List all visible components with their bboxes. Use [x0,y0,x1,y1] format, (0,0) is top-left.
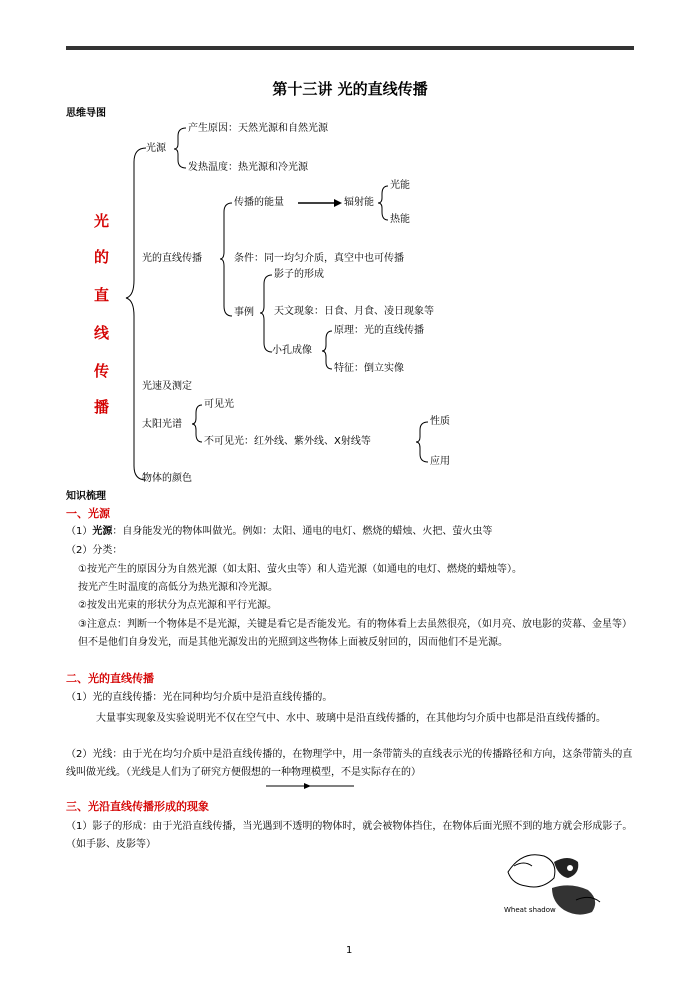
pinhole-brace [322,331,332,369]
node-invisible: 不可见光：红外线、紫外线、X射线等 [204,436,371,447]
property-brace [416,422,428,462]
arrow-head-icon [334,199,342,207]
section-2-title: 二、光的直线传播 [66,672,154,685]
page-number: 1 [346,945,353,956]
node-feature: 特征：倒立实像 [334,363,404,374]
node-heat-energy: 热能 [390,214,410,225]
s2-item-1b: 大量事实现象及实验说明光不仅在空气中、水中、玻璃中是沿直线传播的，在其他均匀介质中也都是沿直线传播的。 [96,713,606,724]
node-shadow: 影子的形成 [274,269,324,280]
s2-item-1: （1）光的直线传播：光在同种均匀介质中是沿直线传播的。 [66,692,333,703]
section-3-title: 三、光沿直线传播形成的现象 [66,800,209,813]
node-sunlight: 太阳光谱 [142,419,182,430]
sunlight-brace [192,405,202,442]
s1-item-2: ②按发出光束的形状分为点光源和平行光源。 [78,600,277,611]
node-speed: 光速及测定 [142,381,192,392]
s1-definition-label: 光源 [92,526,113,537]
s1-item-1b: 按光产生时温度的高低分为热光源和冷光源。 [78,582,278,593]
node-application: 应用 [430,456,450,467]
node-propagation: 光的直线传播 [142,253,202,264]
figure-caption: Wheat shadow [504,906,556,914]
vertical-title-char: 播 [94,398,110,416]
node-light-energy: 光能 [390,180,410,191]
node-examples: 事例 [234,307,254,318]
vertical-title-char: 光 [94,212,110,230]
node-heat: 发热温度：热光源和冷光源 [188,162,308,173]
examples-brace [260,275,272,352]
node-astronomy: 天文现象：日食、月食、凌日现象等 [274,306,434,317]
vertical-title-char: 直 [94,286,110,304]
vertical-title-char: 的 [94,248,110,266]
s1-classification: （2）分类： [66,545,123,556]
node-visible: 可见光 [204,399,234,410]
vertical-title-char: 线 [94,324,110,342]
node-property: 性质 [430,416,450,427]
ray-arrow-icon [304,783,311,789]
energy-brace [378,186,388,220]
node-energy: 传播的能量 [234,197,284,208]
knowledge-heading: 知识梳理 [66,491,106,502]
node-principle: 原理：光的直线传播 [334,325,424,336]
node-color: 物体的颜色 [142,473,192,484]
node-radiant: 辐射能 [344,197,374,208]
source-brace [174,128,186,168]
s1-definition-prefix: （1） [66,526,93,537]
section-1-title: 一、光源 [66,507,110,520]
s1-definition [66,524,634,540]
page-title: 第十三讲 光的直线传播 [272,80,428,98]
s2-item-2: （2）光线：由于光在均匀介质中是沿直线传播的，在物理学中，用一条带箭头的直线表示光的传播路径和方向，这条带箭头的直线叫做光线。（光线是人们为了研究方便假想的一种物理模型，不是实际存在的） [66,749,633,778]
node-light-source: 光源 [146,143,166,154]
s1-item-3: ③注意点：判断一个物体是不是光源，关键是看它是否能发光。有的物体看上去虽然很亮，（如月亮、放电影的荧幕、金星等）但不是他们自身发光，而是其他光源发出的光照到这些物体上面被反射回的，因而他们不是光源。 [78,619,632,648]
node-condition: 条件：同一均匀介质，真空中也可传播 [234,253,404,264]
mindmap-heading: 思维导图 [66,108,106,119]
node-cause: 产生原因：天然光源和自然光源 [188,123,328,134]
s1-definition-text: ：自身能发光的物体叫做光。例如：太阳、通电的电灯、燃烧的蜡烛、火把、萤火虫等 [112,526,493,537]
vertical-title-char: 传 [94,362,110,380]
s1-item-1: ①按光产生的原因分为自然光源（如太阳、萤火虫等）和人造光源（如通电的电灯、燃烧的蜡烛等）。 [78,564,522,575]
propagation-brace [220,203,232,316]
s3-item-1: （1）影子的形成：由于光沿直线传播，当光遇到不透明的物体时，就会被物体挡住，在物体后面光照不到的地方就会形成影子。（如手影、皮影等） [66,821,633,850]
node-pinhole: 小孔成像 [272,345,312,356]
